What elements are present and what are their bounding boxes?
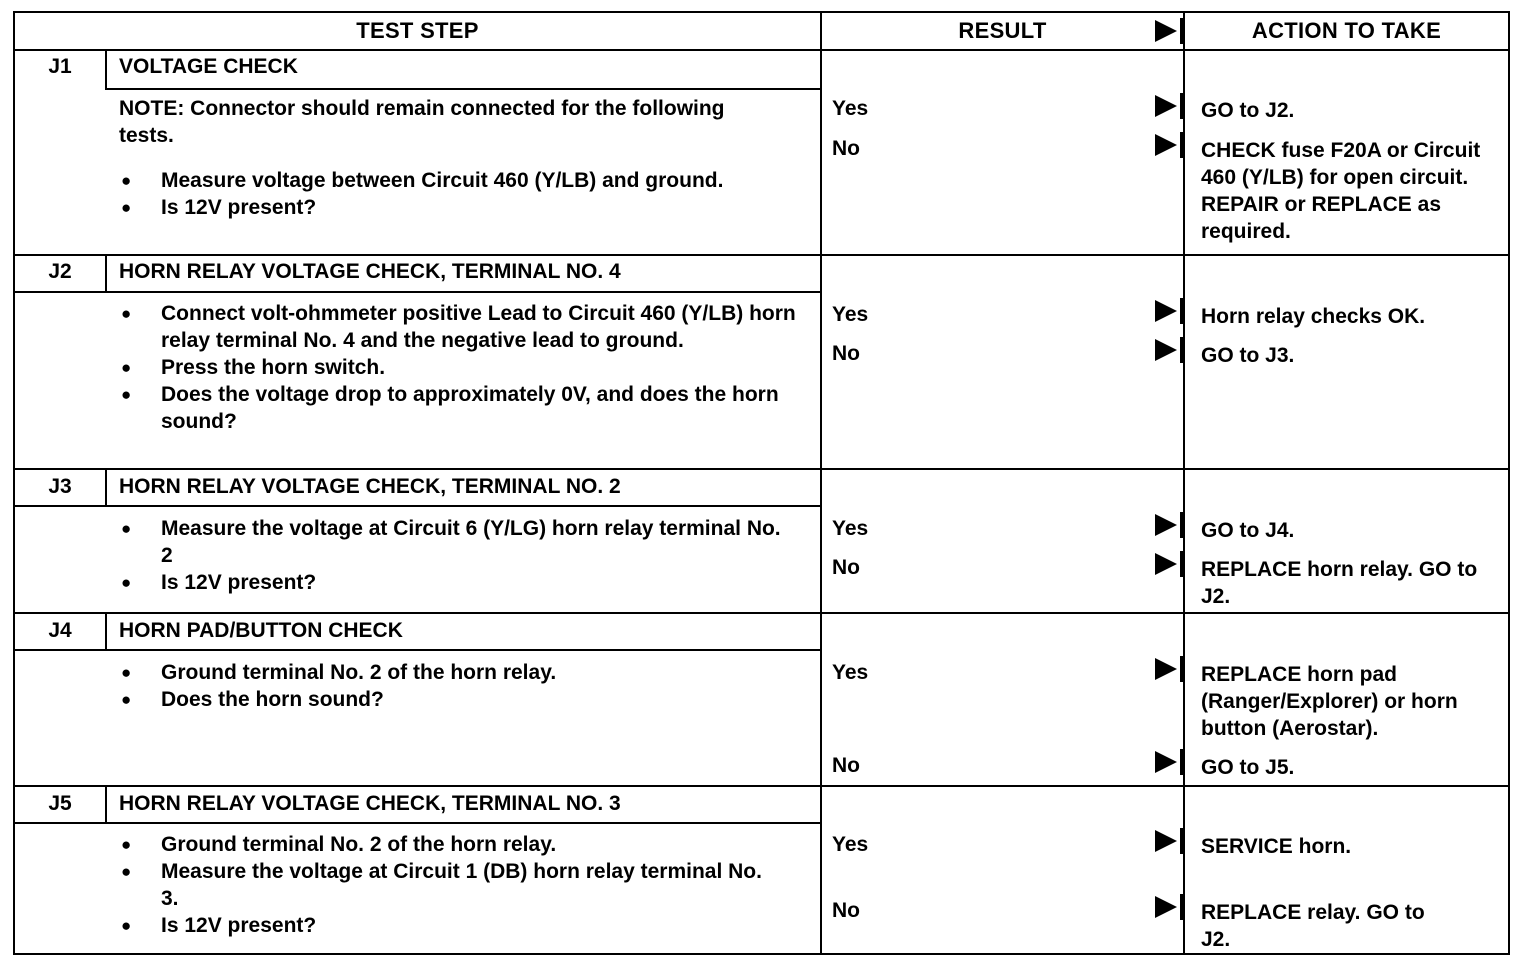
action-yes-j3: GO to J4. xyxy=(1201,519,1295,542)
result-no-j3: No xyxy=(832,556,860,579)
step-title-j5: HORN RELAY VOLTAGE CHECK, TERMINAL NO. 3 xyxy=(119,792,621,815)
list-item: ● Is 12V present? xyxy=(119,912,779,939)
list-item: ● Ground terminal No. 2 of the horn relay. xyxy=(119,659,789,686)
divider-result xyxy=(820,13,822,953)
list-item: ● Measure the voltage at Circuit 1 (DB) horn relay terminal No. 3. xyxy=(119,858,779,912)
step-bullets-j5 xyxy=(119,831,779,939)
result-yes-j4: Yes xyxy=(832,661,869,684)
action-yes-j4: REPLACE horn pad (Ranger/Explorer) or horn button (Aerostar). xyxy=(1201,663,1458,740)
step-bullets-j2 xyxy=(119,300,799,435)
step-title-j3: HORN RELAY VOLTAGE CHECK, TERMINAL NO. 2 xyxy=(119,475,621,498)
header-arrow-bar xyxy=(1180,18,1183,44)
header-arrow-icon xyxy=(1155,20,1177,42)
arrow-icon xyxy=(1155,553,1177,575)
list-item: ● Does the voltage drop to approximately 0V, and does the horn sound? xyxy=(119,381,799,435)
action-no-j2: GO to J3. xyxy=(1201,344,1295,367)
title-underline xyxy=(15,505,820,507)
arrow-icon xyxy=(1155,658,1177,680)
arrow-icon xyxy=(1155,339,1177,361)
arrow-icon xyxy=(1155,134,1177,156)
list-item: ● Press the horn switch. xyxy=(119,354,799,381)
result-yes-j5: Yes xyxy=(832,833,869,856)
divider-action xyxy=(1183,13,1185,953)
action-yes-j2: Horn relay checks OK. xyxy=(1201,305,1426,328)
action-yes-j1: GO to J2. xyxy=(1201,99,1295,122)
diagnostic-table xyxy=(13,11,1510,955)
title-underline xyxy=(15,822,820,824)
header-result xyxy=(822,13,1183,51)
step-title-j4: HORN PAD/BUTTON CHECK xyxy=(119,619,403,642)
title-underline xyxy=(105,88,820,90)
step-bullets-j1 xyxy=(119,167,779,221)
arrow-bar xyxy=(1180,132,1183,158)
arrow-icon xyxy=(1155,830,1177,852)
step-id-j2: J2 xyxy=(48,260,72,283)
arrow-bar xyxy=(1180,512,1183,538)
arrow-bar xyxy=(1180,656,1183,682)
arrow-bar xyxy=(1180,551,1183,577)
result-no-j1: No xyxy=(832,137,860,160)
row-divider xyxy=(15,254,1508,256)
step-bullets-j4 xyxy=(119,659,789,713)
result-no-j2: No xyxy=(832,342,860,365)
step-title-j1: VOLTAGE CHECK xyxy=(119,55,298,78)
step-id-j4: J4 xyxy=(48,619,72,642)
step-id-j3: J3 xyxy=(48,475,72,498)
arrow-bar xyxy=(1180,93,1183,119)
arrow-icon xyxy=(1155,514,1177,536)
header-action: ACTION TO TAKE xyxy=(1185,13,1508,51)
arrow-bar xyxy=(1180,894,1183,920)
arrow-icon xyxy=(1155,95,1177,117)
result-yes-j2: Yes xyxy=(832,303,869,326)
list-item: ● Does the horn sound? xyxy=(119,686,789,713)
list-item: ● Is 12V present? xyxy=(119,569,789,596)
header-result-label: RESULT xyxy=(958,18,1047,43)
result-yes-j1: Yes xyxy=(832,97,869,120)
arrow-icon xyxy=(1155,300,1177,322)
step-note-j1: NOTE: Connector should remain connected for the following tests. xyxy=(119,97,725,147)
id-separator xyxy=(105,51,107,89)
id-separator xyxy=(105,256,107,292)
arrow-bar xyxy=(1180,337,1183,363)
header-test-step: TEST STEP xyxy=(15,13,820,51)
step-id-j1: J1 xyxy=(48,55,72,78)
action-no-j5: REPLACE relay. GO to J2. xyxy=(1201,901,1425,951)
list-item: ● Connect volt-ohmmeter positive Lead to Circuit 460 (Y/LB) horn relay terminal No. 4 and the negative lead to ground. xyxy=(119,300,799,354)
arrow-icon xyxy=(1155,751,1177,773)
step-id-j5: J5 xyxy=(48,792,72,815)
id-separator xyxy=(105,787,107,823)
arrow-bar xyxy=(1180,749,1183,775)
list-item: ● Is 12V present? xyxy=(119,194,779,221)
action-yes-j5: SERVICE horn. xyxy=(1201,835,1352,858)
step-bullets-j3 xyxy=(119,515,789,596)
id-separator xyxy=(105,614,107,650)
title-underline xyxy=(15,291,820,293)
row-divider xyxy=(15,785,1508,787)
title-underline xyxy=(15,649,820,651)
result-yes-j3: Yes xyxy=(832,517,869,540)
result-no-j5: No xyxy=(832,899,860,922)
list-item: ● Measure the voltage at Circuit 6 (Y/LG) horn relay terminal No. 2 xyxy=(119,515,789,569)
list-item: ● Ground terminal No. 2 of the horn relay. xyxy=(119,831,779,858)
row-divider xyxy=(15,468,1508,470)
arrow-bar xyxy=(1180,828,1183,854)
action-no-j4: GO to J5. xyxy=(1201,756,1295,779)
row-divider xyxy=(15,612,1508,614)
arrow-icon xyxy=(1155,896,1177,918)
action-no-j1: CHECK fuse F20A or Circuit 460 (Y/LB) for open circuit. REPAIR or REPLACE as required. xyxy=(1201,139,1481,243)
list-item: ● Measure voltage between Circuit 460 (Y/LB) and ground. xyxy=(119,167,779,194)
result-no-j4: No xyxy=(832,754,860,777)
step-title-j2: HORN RELAY VOLTAGE CHECK, TERMINAL NO. 4 xyxy=(119,260,621,283)
arrow-bar xyxy=(1180,298,1183,324)
id-separator xyxy=(105,470,107,506)
action-no-j3: REPLACE horn relay. GO to J2. xyxy=(1201,558,1478,608)
